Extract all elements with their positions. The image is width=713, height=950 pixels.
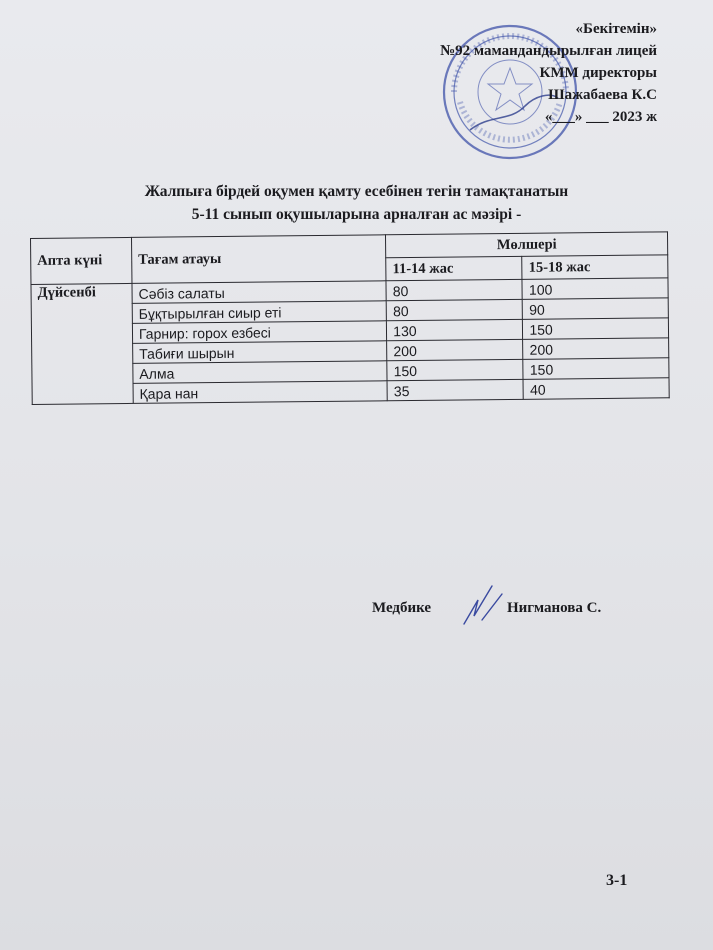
approval-organization: №92 мамандандырылған лицей: [440, 43, 657, 59]
food-cell: Бұқтырылған сиыр еті: [132, 301, 386, 324]
approval-heading: «Бекітемін»: [575, 21, 657, 37]
amount-11-14-cell: 80: [386, 279, 522, 300]
approval-position: КММ директоры: [539, 65, 657, 81]
signature-role: Медбике: [372, 600, 432, 616]
amount-15-18-cell: 40: [523, 378, 669, 400]
food-cell: Сәбіз салаты: [132, 281, 386, 304]
menu-table: [30, 231, 670, 405]
amount-15-18-cell: 90: [523, 298, 669, 320]
food-cell: Қара нан: [133, 381, 387, 404]
document-title: [0, 180, 713, 226]
amount-15-18-cell: 150: [523, 318, 669, 340]
amount-11-14-cell: 35: [387, 379, 523, 400]
food-cell: Алма: [133, 361, 387, 384]
handwritten-signature: [458, 580, 508, 630]
food-cell: Гарнир: горох езбесі: [132, 321, 386, 344]
header-day: Апта күні: [31, 237, 132, 284]
amount-15-18-cell: 100: [522, 278, 668, 300]
amount-15-18-cell: 150: [523, 358, 669, 380]
header-amount: Мөлшері: [386, 232, 668, 258]
amount-11-14-cell: 80: [386, 299, 522, 320]
approval-date: «___» ___ 2023 ж: [544, 109, 657, 125]
title-line-1: Жалпыға бірдей оқумен қамту есебінен тегін тамақтанатын: [144, 183, 569, 200]
header-food: Тағам атауы: [131, 235, 386, 284]
title-line-2: 5-11 сынып оқушыларына арналған ас мәзірі -: [191, 206, 522, 223]
page-number: 3-1: [606, 872, 628, 889]
approval-block: [440, 18, 657, 128]
amount-11-14-cell: 200: [387, 339, 523, 360]
amount-15-18-cell: 200: [523, 338, 669, 360]
amount-11-14-cell: 130: [387, 319, 523, 340]
amount-11-14-cell: 150: [387, 359, 523, 380]
header-age-15-18: 15-18 жас: [522, 255, 668, 280]
day-cell: Дүйсенбі: [31, 283, 133, 404]
food-cell: Табиғи шырын: [133, 341, 387, 364]
header-age-11-14: 11-14 жас: [386, 256, 522, 280]
approval-director-name: Шажабаева К.С: [548, 87, 657, 103]
signature-name: Нигманова С.: [507, 600, 602, 616]
